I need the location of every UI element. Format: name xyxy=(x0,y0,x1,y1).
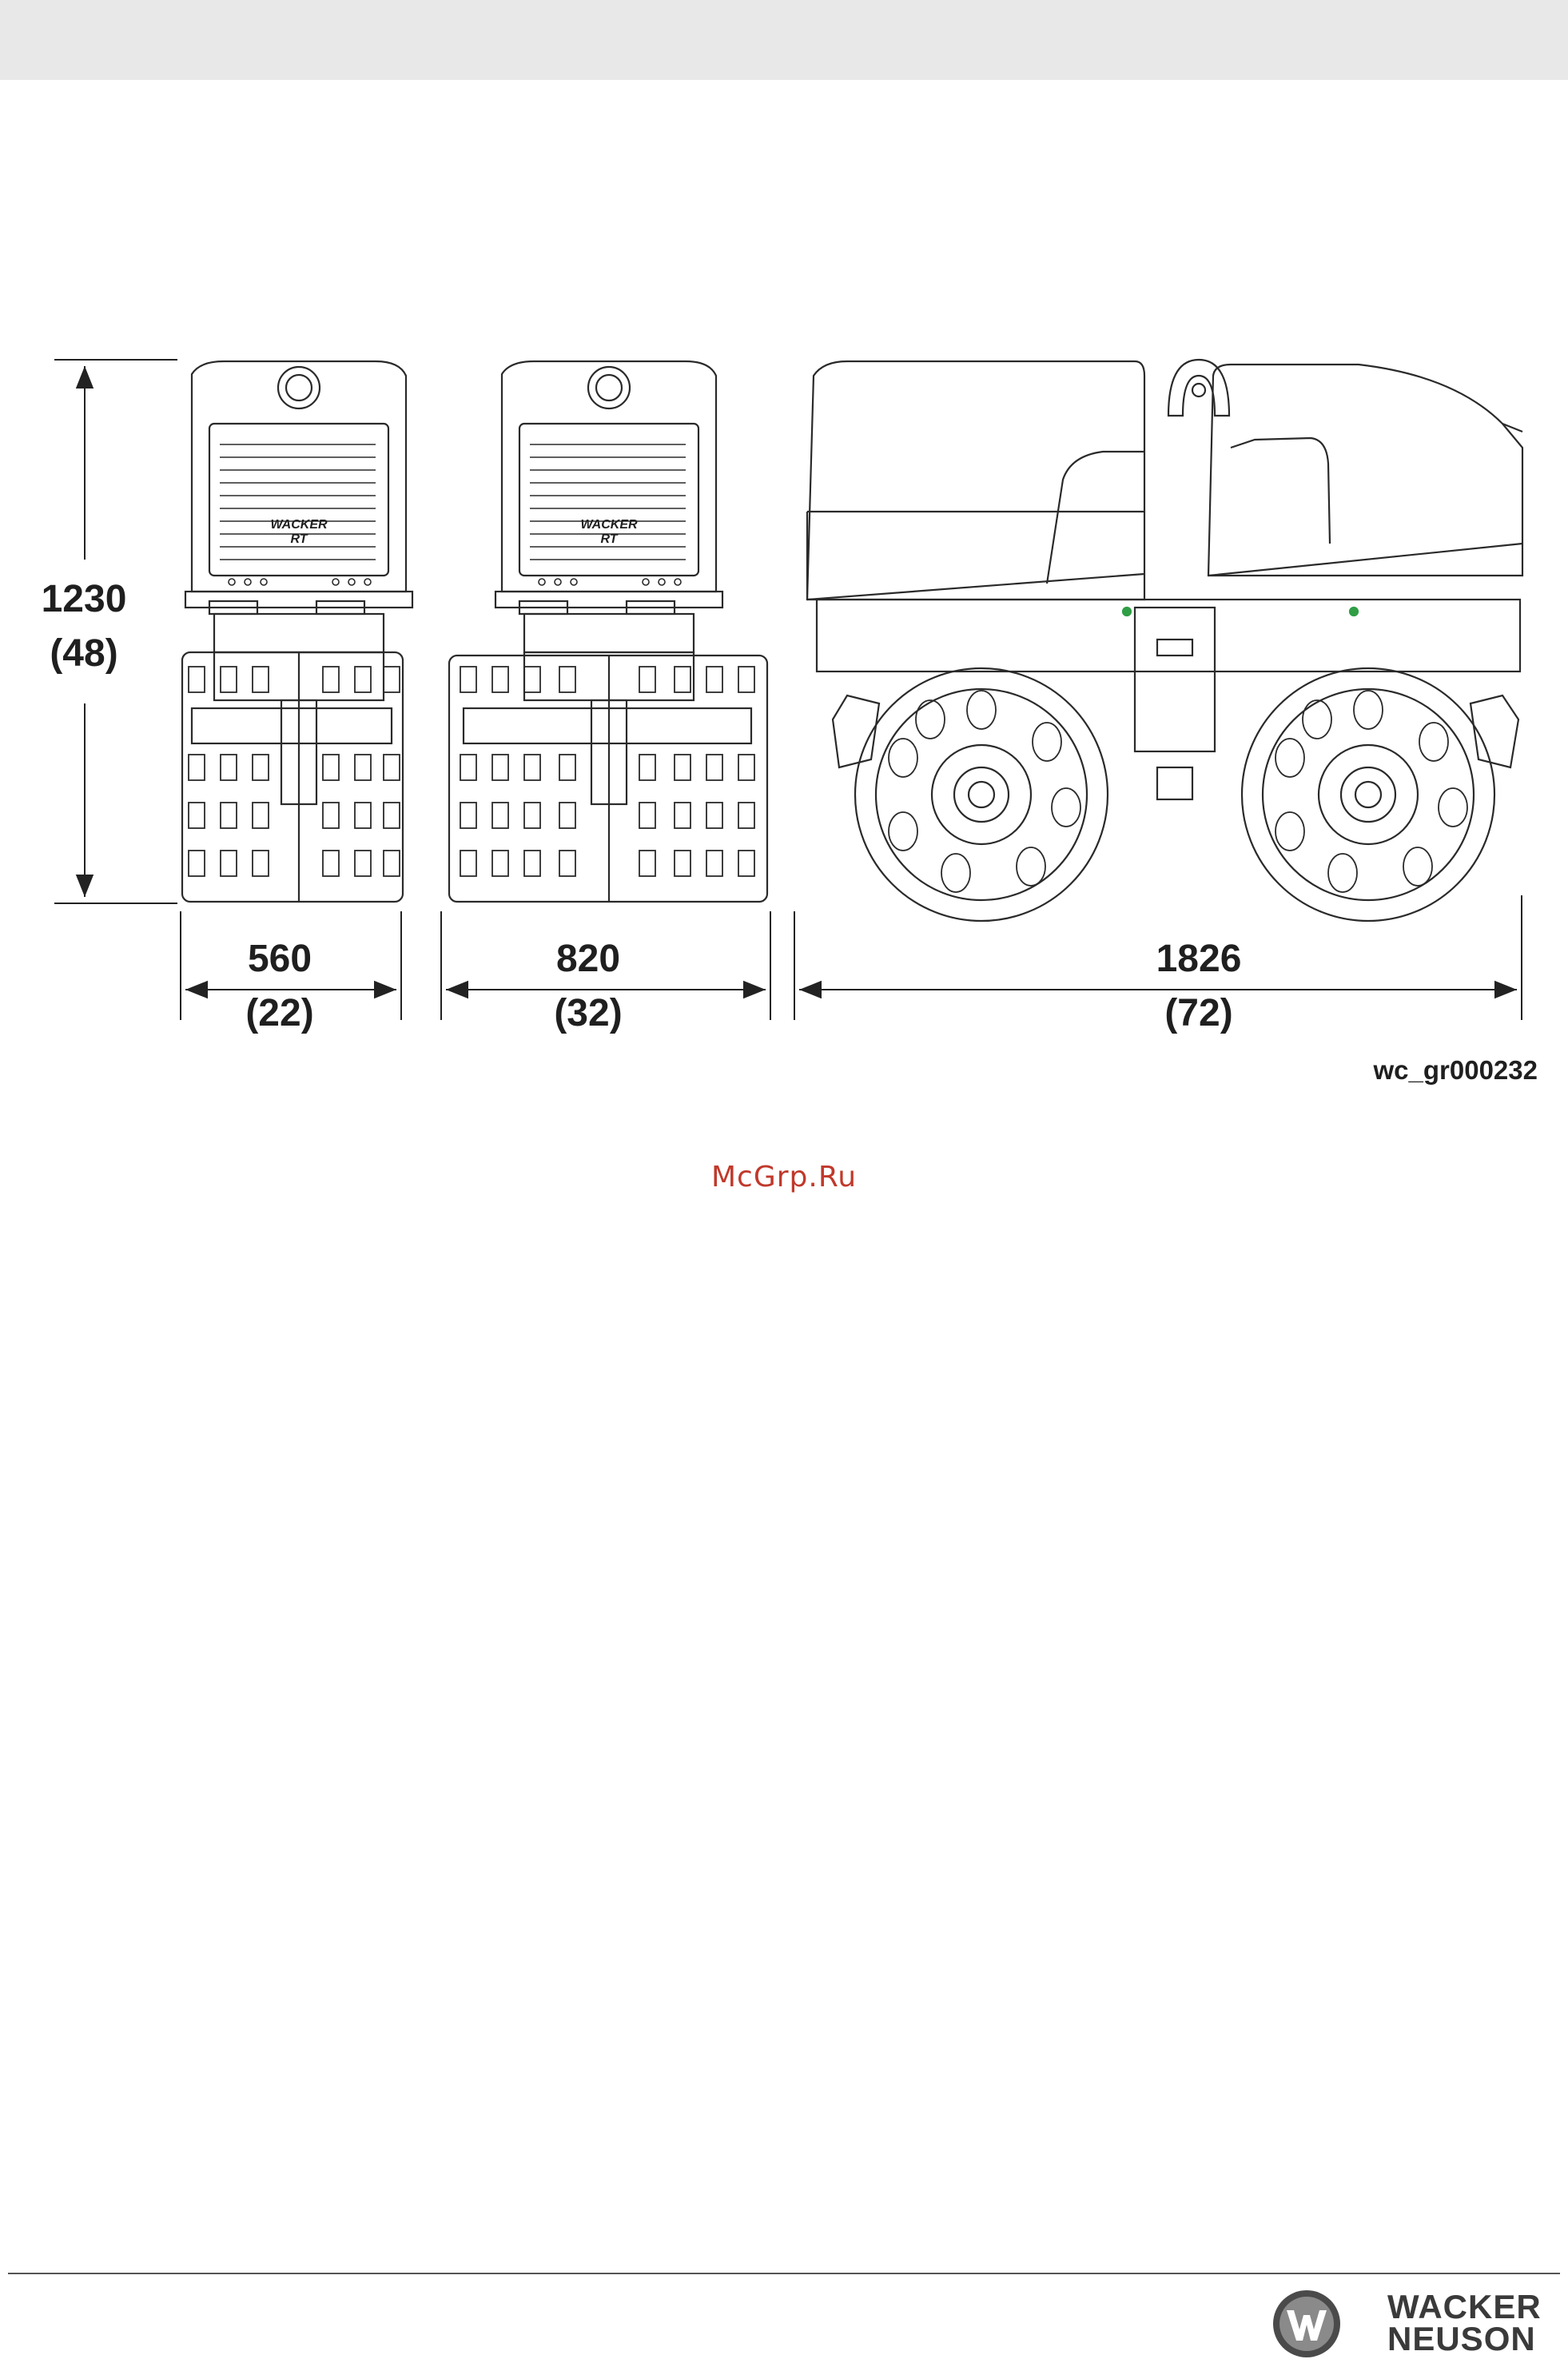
wacker-neuson-logo-icon xyxy=(1271,2288,1343,2360)
grille-model-wide: RT xyxy=(600,532,618,546)
grille-brand-wide: WACKER xyxy=(580,518,638,532)
brand-logo-text xyxy=(1387,2288,1542,2357)
length-inch: (72) xyxy=(1164,992,1233,1034)
front-view-wide xyxy=(449,361,767,902)
width-narrow-value: 560 xyxy=(247,938,312,980)
height-inch: (48) xyxy=(50,632,118,675)
footer-divider xyxy=(8,2273,1560,2274)
grille-model-narrow: RT xyxy=(290,532,308,546)
watermark-link[interactable]: McGrp.Ru xyxy=(710,1161,858,1193)
width-wide-inch: (32) xyxy=(554,992,623,1034)
grille-brand-narrow: WACKER xyxy=(270,518,328,532)
front-view-narrow xyxy=(182,361,412,902)
width-dimensions xyxy=(181,895,1522,1020)
logo-line-1: WACKER xyxy=(1387,2288,1542,2325)
width-narrow-inch: (22) xyxy=(245,992,314,1034)
length-value: 1826 xyxy=(1156,938,1242,980)
width-wide-value: 820 xyxy=(555,938,621,980)
logo-line-2: NEUSON xyxy=(1387,2320,1536,2357)
height-value: 1230 xyxy=(41,578,127,620)
side-view xyxy=(807,360,1522,921)
figure-id: wc_gr000232 xyxy=(1373,1055,1538,1085)
